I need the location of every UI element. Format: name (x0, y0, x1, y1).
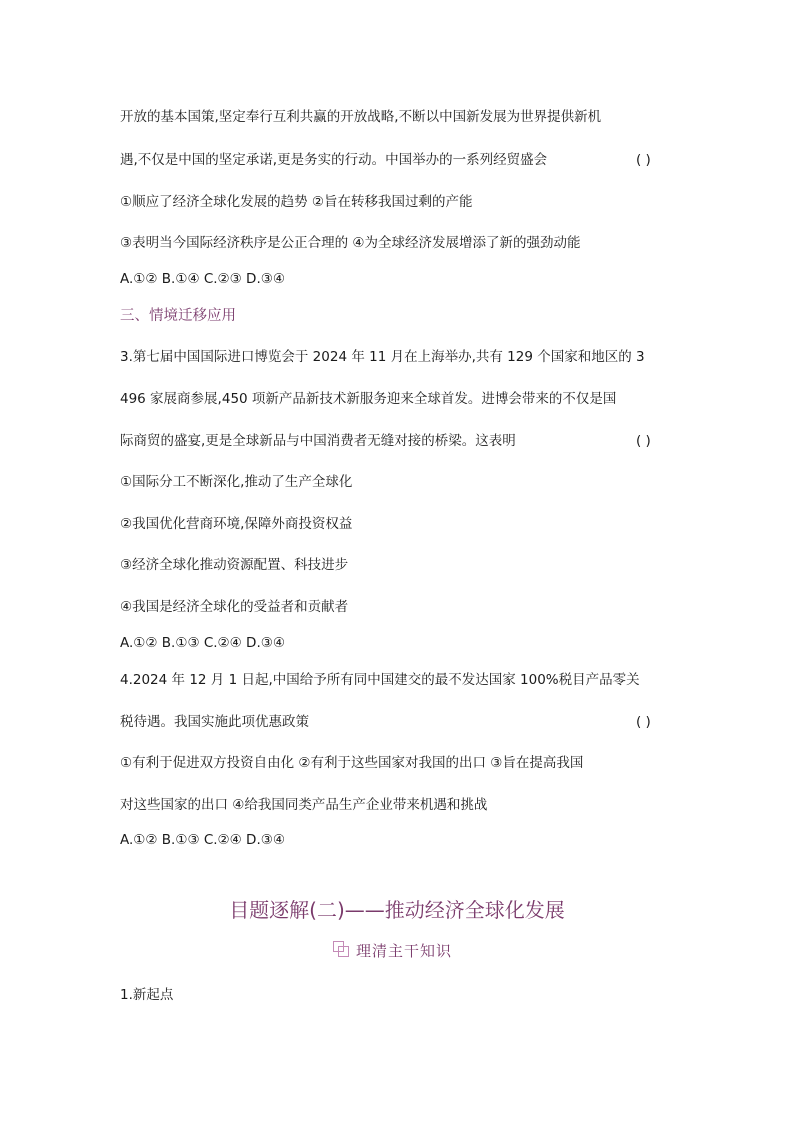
q2-stem-line2: 遇,不仅是中国的坚定承诺,更是务实的行动。中国举办的一系列经贸盛会 (120, 152, 548, 168)
overlapping-squares-icon (332, 940, 352, 960)
q3-option-4: ④我国是经济全球化的受益者和贡献者 (120, 599, 349, 615)
q3-option-1: ①国际分工不断深化,推动了生产全球化 (120, 474, 353, 490)
q3-stem-line3: 际商贸的盛宴,更是全球新品与中国消费者无缝对接的桥梁。这表明 (120, 433, 516, 449)
chapter-heading: 目题逐解(二)——推动经济全球化发展 (229, 898, 565, 922)
q3-stem-line2: 496 家展商参展,450 项新产品新技术新服务迎来全球首发。进博会带来的不仅是国 (120, 391, 617, 407)
q2-answer-bracket: ( ) (636, 152, 651, 168)
point-1-label: 1.新起点 (120, 987, 174, 1003)
q3-choices: A.①② B.①③ C.②④ D.③④ (120, 635, 285, 651)
q4-choices: A.①② B.①③ C.②④ D.③④ (120, 832, 285, 848)
q4-options-line2: 对这些国家的出口 ④给我国同类产品生产企业带来机遇和挑战 (120, 797, 488, 813)
q3-option-3: ③经济全球化推动资源配置、科技进步 (120, 557, 349, 573)
q2-stem-line1: 开放的基本国策,坚定奉行互利共赢的开放战略,不断以中国新发展为世界提供新机 (120, 109, 602, 125)
section-title: 三、情境迁移应用 (120, 308, 236, 324)
q2-choices: A.①② B.①④ C.②③ D.③④ (120, 271, 285, 287)
q2-options-line2: ③表明当今国际经济秩序是公正合理的 ④为全球经济发展增添了新的强劲动能 (120, 235, 581, 251)
subheading (332, 938, 452, 962)
q4-stem-line1: 4.2024 年 12 月 1 日起,中国给予所有同中国建交的最不发达国家 100%税目产品零关 (120, 672, 640, 688)
subheading-label: 理清主干知识 (356, 941, 453, 960)
q2-options-line1: ①顺应了经济全球化发展的趋势 ②旨在转移我国过剩的产能 (120, 194, 473, 210)
q3-option-2: ②我国优化营商环境,保障外商投资权益 (120, 516, 353, 532)
q4-stem-line2: 税待遇。我国实施此项优惠政策 (120, 714, 309, 730)
q4-options-line1: ①有利于促进双方投资自由化 ②有利于这些国家对我国的出口 ③旨在提高我国 (120, 755, 584, 771)
q3-answer-bracket: ( ) (636, 433, 651, 449)
q3-stem-line1: 3.第七届中国国际进口博览会于 2024 年 11 月在上海举办,共有 129 个国家和地区的 3 (120, 349, 645, 365)
q4-answer-bracket: ( ) (636, 714, 651, 730)
